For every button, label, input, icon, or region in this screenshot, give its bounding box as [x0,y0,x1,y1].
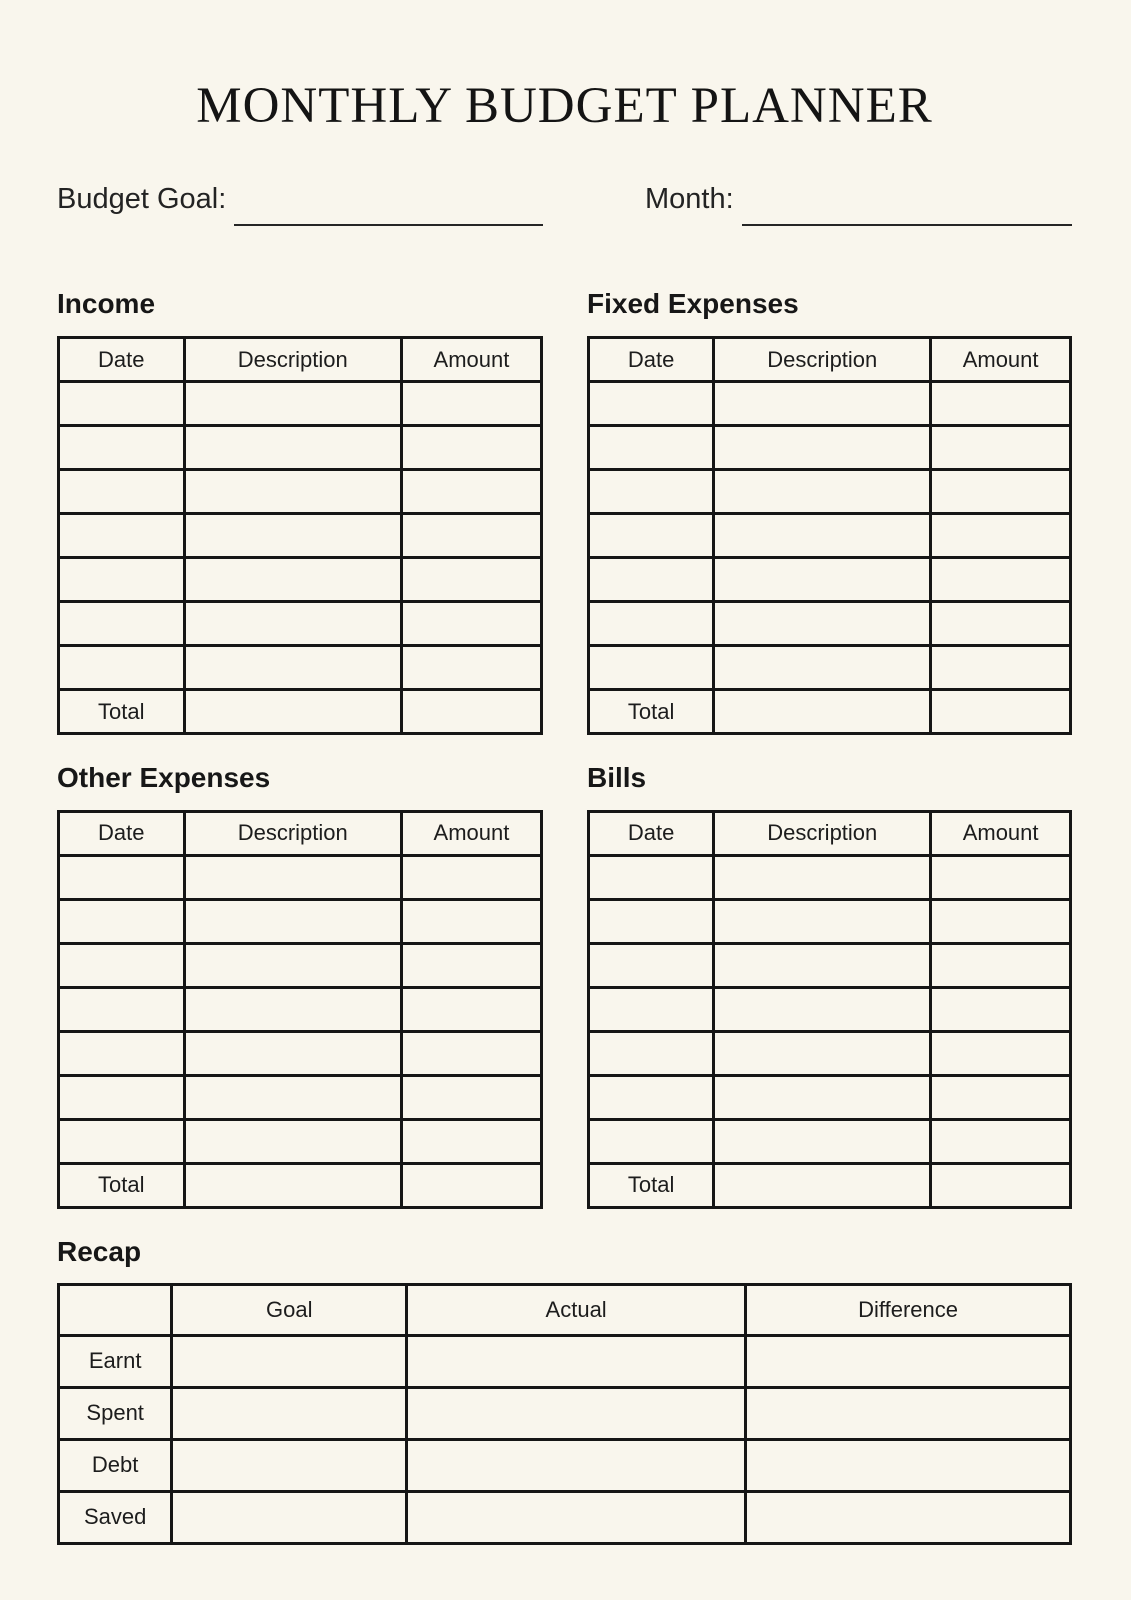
empty-cell[interactable] [714,470,931,514]
empty-cell[interactable] [589,855,714,899]
column-header-date: Date [589,811,714,855]
empty-cell[interactable] [714,426,931,470]
empty-cell[interactable] [931,1075,1071,1119]
recap-column-header-difference: Difference [746,1284,1071,1335]
recap-spent-difference-cell[interactable] [746,1387,1071,1439]
recap-section [57,1237,1072,1545]
empty-cell[interactable] [589,470,714,514]
month-line[interactable] [742,224,1072,226]
empty-cell[interactable] [184,514,401,558]
income-heading: Income [57,288,156,320]
column-header-description: Description [184,338,401,382]
empty-cell[interactable] [184,602,401,646]
bills-total-row [589,1163,1071,1207]
empty-cell[interactable] [589,382,714,426]
recap-row-label: Debt [59,1439,172,1491]
table-empty-row [59,646,542,690]
empty-cell[interactable] [714,646,931,690]
empty-cell[interactable] [401,899,541,943]
recap-earnt-actual-cell[interactable] [407,1335,746,1387]
empty-cell[interactable] [589,899,714,943]
empty-cell[interactable] [931,558,1071,602]
table-empty-row [59,987,542,1031]
empty-cell[interactable] [401,943,541,987]
recap-debt-difference-cell[interactable] [746,1439,1071,1491]
income-table [57,336,543,735]
table-empty-row [589,987,1071,1031]
empty-cell[interactable] [184,558,401,602]
table-empty-row [589,1119,1071,1163]
empty-cell[interactable] [184,646,401,690]
column-header-amount: Amount [401,338,541,382]
empty-cell[interactable] [401,1075,541,1119]
table-empty-row [59,382,542,426]
empty-cell[interactable] [589,1119,714,1163]
empty-cell[interactable] [589,602,714,646]
empty-cell[interactable] [931,899,1071,943]
bills-header-row [589,811,1071,855]
empty-cell[interactable] [184,1119,401,1163]
table-empty-row [589,382,1071,426]
empty-cell[interactable] [401,602,541,646]
fixed-expenses-table [587,336,1072,735]
recap-row-earnt [59,1335,1071,1387]
column-header-amount: Amount [931,338,1071,382]
table-empty-row [589,558,1071,602]
recap-earnt-goal-cell[interactable] [172,1335,407,1387]
recap-header-row [59,1284,1071,1335]
table-empty-row [589,470,1071,514]
tables-row-1 [57,289,1072,735]
column-header-date: Date [59,811,185,855]
total-description-cell[interactable] [184,690,401,734]
empty-cell[interactable] [401,1031,541,1075]
empty-cell[interactable] [184,987,401,1031]
empty-cell[interactable] [931,602,1071,646]
table-empty-row [59,943,542,987]
recap-saved-actual-cell[interactable] [407,1491,746,1543]
table-empty-row [589,943,1071,987]
empty-cell[interactable] [714,899,931,943]
empty-cell[interactable] [59,987,185,1031]
empty-cell[interactable] [59,1119,185,1163]
other-expenses-heading: Other Expenses [57,762,271,794]
income-header-row [59,338,542,382]
empty-cell[interactable] [931,855,1071,899]
recap-row-label: Earnt [59,1335,172,1387]
column-header-date: Date [59,338,185,382]
month-label: Month: [645,183,734,215]
empty-cell[interactable] [931,943,1071,987]
empty-cell[interactable] [714,1075,931,1119]
empty-cell[interactable] [59,602,185,646]
column-header-description: Description [714,811,931,855]
empty-cell[interactable] [589,558,714,602]
recap-earnt-difference-cell[interactable] [746,1335,1071,1387]
table-empty-row [59,1075,542,1119]
fixed-expenses-heading: Fixed Expenses [587,288,799,320]
total-description-cell[interactable] [714,690,931,734]
total-label-cell: Total [589,690,714,734]
empty-cell[interactable] [714,987,931,1031]
empty-cell[interactable] [59,382,185,426]
fixed-expenses-total-row [589,690,1071,734]
empty-cell[interactable] [184,899,401,943]
empty-cell[interactable] [184,470,401,514]
table-empty-row [59,899,542,943]
table-empty-row [59,1119,542,1163]
total-label-cell: Total [589,1163,714,1207]
table-empty-row [589,855,1071,899]
empty-cell[interactable] [59,1075,185,1119]
empty-cell[interactable] [59,899,185,943]
recap-saved-goal-cell[interactable] [172,1491,407,1543]
empty-cell[interactable] [401,426,541,470]
empty-cell[interactable] [589,1031,714,1075]
empty-cell[interactable] [714,558,931,602]
empty-cell[interactable] [184,426,401,470]
empty-cell[interactable] [931,646,1071,690]
empty-cell[interactable] [931,1119,1071,1163]
table-empty-row [589,1075,1071,1119]
recap-heading: Recap [57,1235,142,1267]
empty-cell[interactable] [59,514,185,558]
tables-row-2 [57,763,1072,1209]
empty-cell[interactable] [59,426,185,470]
table-empty-row [589,899,1071,943]
empty-cell[interactable] [714,382,931,426]
empty-cell[interactable] [401,382,541,426]
total-amount-cell[interactable] [401,1163,541,1207]
recap-corner-cell [59,1284,172,1335]
income-section [57,289,543,735]
total-label-cell: Total [59,1163,185,1207]
table-empty-row [589,426,1071,470]
fields-row [57,181,1072,217]
fixed-expenses-section [587,289,1072,735]
empty-cell[interactable] [59,1031,185,1075]
budget-goal-line[interactable] [234,224,543,226]
empty-cell[interactable] [589,943,714,987]
empty-cell[interactable] [184,943,401,987]
table-empty-row [589,602,1071,646]
recap-spent-goal-cell[interactable] [172,1387,407,1439]
recap-column-header-actual: Actual [407,1284,746,1335]
recap-table [57,1283,1072,1545]
empty-cell[interactable] [184,1075,401,1119]
empty-cell[interactable] [931,514,1071,558]
recap-saved-difference-cell[interactable] [746,1491,1071,1543]
total-amount-cell[interactable] [931,690,1071,734]
total-description-cell[interactable] [184,1163,401,1207]
table-empty-row [59,602,542,646]
table-empty-row [59,426,542,470]
empty-cell[interactable] [931,426,1071,470]
table-empty-row [589,1031,1071,1075]
column-header-amount: Amount [401,811,541,855]
total-description-cell[interactable] [714,1163,931,1207]
total-amount-cell[interactable] [931,1163,1071,1207]
empty-cell[interactable] [401,855,541,899]
table-empty-row [59,558,542,602]
empty-cell[interactable] [59,646,185,690]
column-header-amount: Amount [931,811,1071,855]
empty-cell[interactable] [714,943,931,987]
empty-cell[interactable] [589,514,714,558]
other-expenses-header-row [59,811,542,855]
recap-row-spent [59,1387,1071,1439]
page-title: MONTHLY BUDGET PLANNER [196,78,933,134]
budget-goal-label: Budget Goal: [57,183,227,215]
recap-debt-actual-cell[interactable] [407,1439,746,1491]
empty-cell[interactable] [59,470,185,514]
empty-cell[interactable] [401,470,541,514]
other-expenses-section [57,763,543,1209]
table-empty-row [59,514,542,558]
empty-cell[interactable] [931,382,1071,426]
table-empty-row [589,646,1071,690]
fixed-expenses-header-row [589,338,1071,382]
empty-cell[interactable] [931,987,1071,1031]
empty-cell[interactable] [401,646,541,690]
empty-cell[interactable] [401,987,541,1031]
empty-cell[interactable] [931,1031,1071,1075]
total-label-cell: Total [59,690,185,734]
empty-cell[interactable] [59,943,185,987]
other-expenses-table [57,810,543,1209]
table-empty-row [59,855,542,899]
column-header-description: Description [184,811,401,855]
empty-cell[interactable] [714,514,931,558]
recap-row-debt [59,1439,1071,1491]
empty-cell[interactable] [184,1031,401,1075]
empty-cell[interactable] [714,855,931,899]
empty-cell[interactable] [589,426,714,470]
empty-cell[interactable] [589,987,714,1031]
income-total-row [59,690,542,734]
recap-column-header-goal: Goal [172,1284,407,1335]
empty-cell[interactable] [401,1119,541,1163]
table-empty-row [59,1031,542,1075]
empty-cell[interactable] [401,514,541,558]
empty-cell[interactable] [714,1119,931,1163]
recap-row-saved [59,1491,1071,1543]
empty-cell[interactable] [931,470,1071,514]
bills-section [587,763,1072,1209]
empty-cell[interactable] [184,382,401,426]
empty-cell[interactable] [589,1075,714,1119]
bills-table [587,810,1072,1209]
empty-cell[interactable] [59,855,185,899]
column-header-description: Description [714,338,931,382]
recap-debt-goal-cell[interactable] [172,1439,407,1491]
column-header-date: Date [589,338,714,382]
other-expenses-total-row [59,1163,542,1207]
empty-cell[interactable] [714,602,931,646]
table-empty-row [59,470,542,514]
recap-row-label: Saved [59,1491,172,1543]
empty-cell[interactable] [401,558,541,602]
recap-spent-actual-cell[interactable] [407,1387,746,1439]
empty-cell[interactable] [59,558,185,602]
empty-cell[interactable] [714,1031,931,1075]
recap-row-label: Spent [59,1387,172,1439]
table-empty-row [589,514,1071,558]
month-field [587,181,1072,217]
bills-heading: Bills [587,762,647,794]
empty-cell[interactable] [589,646,714,690]
empty-cell[interactable] [184,855,401,899]
total-amount-cell[interactable] [401,690,541,734]
budget-goal-field [57,181,543,217]
